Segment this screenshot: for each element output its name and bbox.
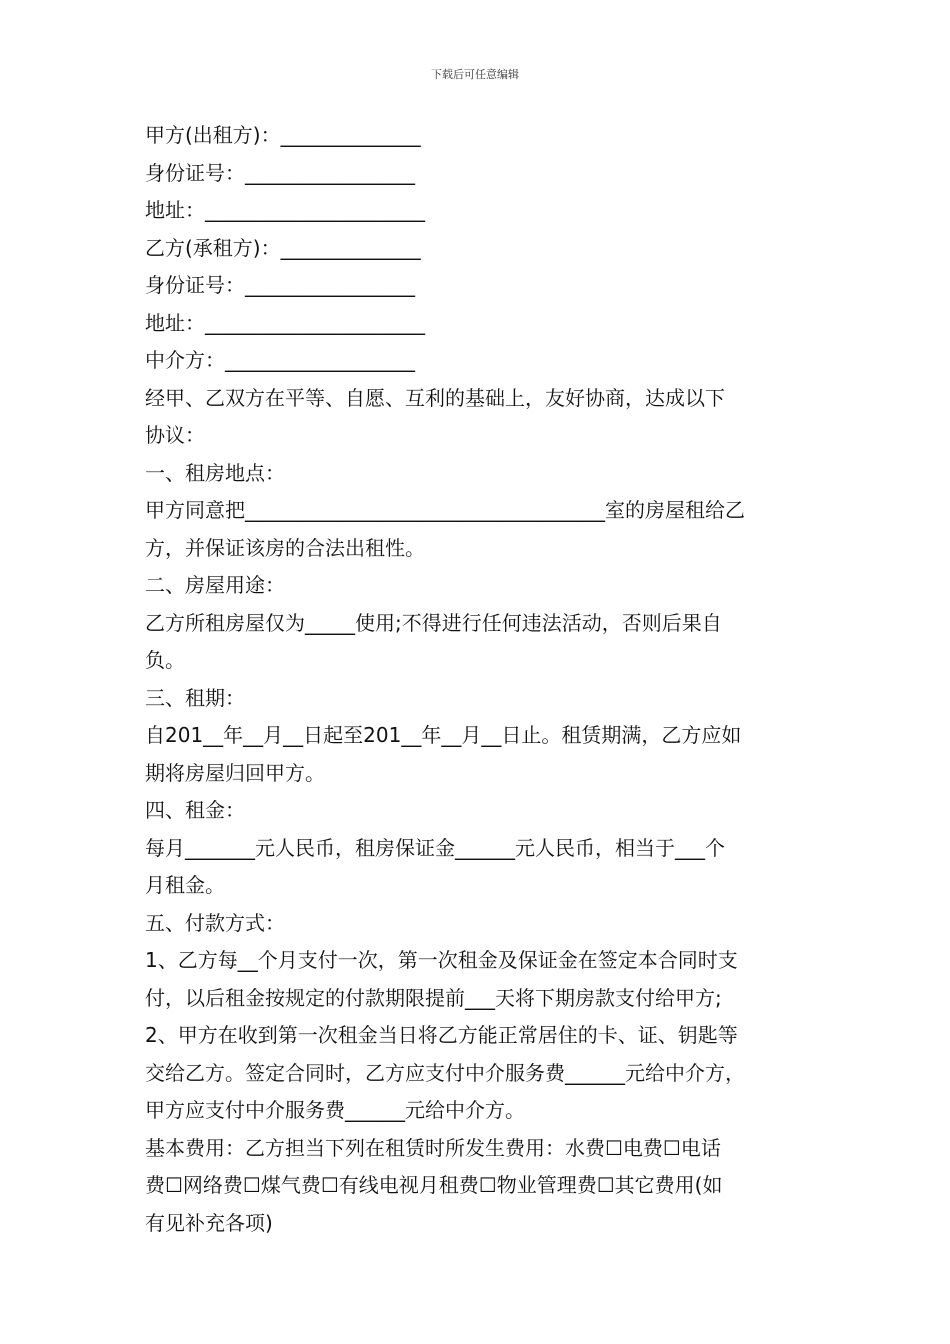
text-line: 经甲、乙双方在平等、自愿、互利的基础上，友好协商，达成以下 bbox=[145, 385, 725, 410]
section-heading: 二、房屋用途： bbox=[145, 573, 285, 597]
text-line: 期将房屋归回甲方。 bbox=[145, 760, 325, 785]
text-line: 每月_______元人民币，租房保证金______元人民币，相当于___个 bbox=[145, 835, 725, 860]
text-line: 中介方：___________________ bbox=[145, 348, 415, 372]
section-heading: 三、租期： bbox=[145, 685, 245, 710]
text-line: 月租金。 bbox=[145, 873, 225, 897]
text-line: 方，并保证该房的合法出租性。 bbox=[145, 535, 425, 560]
text-line: 协议： bbox=[145, 423, 205, 447]
text-line: 乙方(承租方)：______________ bbox=[145, 235, 421, 260]
text-line: 乙方所租房屋仅为_____使用;不得进行任何违法活动，否则后果自 bbox=[145, 610, 722, 635]
text-line: 交给乙方。签定合同时，乙方应支付中介服务费______元给中介方， bbox=[145, 1060, 745, 1085]
text-line: 自201__年__月__日起至201__年__月__日止。租赁期满，乙方应如 bbox=[145, 723, 742, 747]
text-line: 地址：______________________ bbox=[145, 198, 425, 222]
text-line: 身份证号：_________________ bbox=[145, 160, 415, 185]
text-line: 有见补充各项) bbox=[145, 1210, 273, 1235]
text-line: 1、乙方每__个月支付一次，第一次租金及保证金在签定本合同时支 bbox=[145, 948, 738, 972]
text-line: 负。 bbox=[145, 648, 185, 672]
text-line: 甲方(出租方)：______________ bbox=[145, 123, 421, 147]
text-line: 2、甲方在收到第一次租金当日将乙方能正常居住的卡、证、钥匙等 bbox=[145, 1023, 738, 1047]
page-header: 下载后可任意编辑 bbox=[431, 68, 519, 81]
text-line: 费☐网络费☐煤气费☐有线电视月租费☐物业管理费☐其它费用(如 bbox=[145, 1173, 723, 1197]
section-heading: 五、付款方式： bbox=[145, 910, 285, 935]
text-line: 基本费用：乙方担当下列在租赁时所发生费用：水费☐电费☐电话 bbox=[145, 1135, 721, 1160]
section-heading: 一、租房地点： bbox=[145, 460, 285, 485]
text-line: 甲方同意把____________________________________室的房屋租给乙 bbox=[145, 498, 745, 522]
section-heading: 四、租金： bbox=[145, 798, 245, 822]
text-line: 甲方应支付中介服务费______元给中介方。 bbox=[145, 1098, 525, 1122]
text-line: 地址：______________________ bbox=[145, 310, 425, 335]
contract-body bbox=[145, 117, 817, 1242]
text-line: 身份证号：_________________ bbox=[145, 273, 415, 297]
text-line: 付，以后租金按规定的付款期限提前___天将下期房款支付给甲方; bbox=[145, 985, 722, 1010]
